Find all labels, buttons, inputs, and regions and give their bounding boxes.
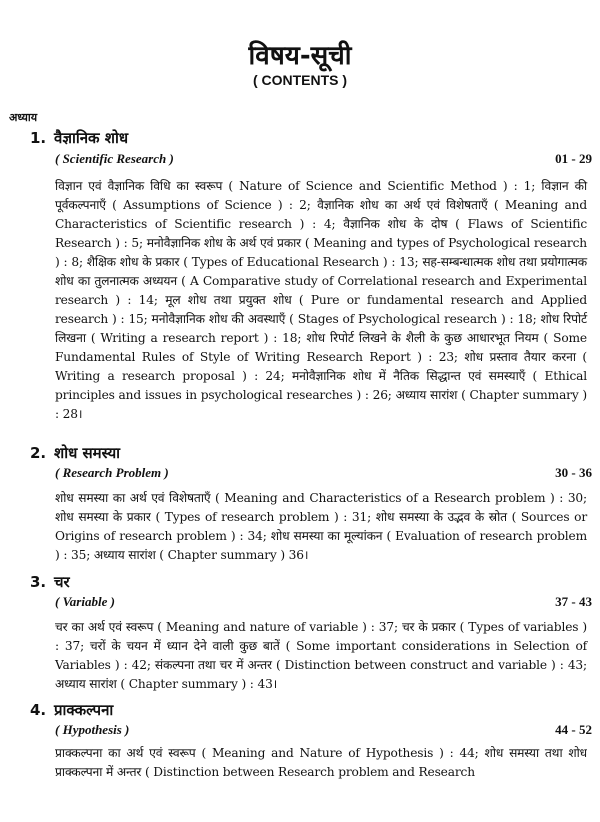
chapter-title-english: ( Scientific Research )	[55, 151, 174, 166]
page-subtitle: ( CONTENTS )	[252, 72, 348, 88]
chapter-page-range: 01 - 29	[555, 151, 592, 166]
chapter-number: 4.	[30, 701, 47, 719]
chapter-title-hindi: वैज्ञानिक शोध	[54, 129, 129, 147]
chapter-heading	[30, 128, 128, 148]
page-title: विषय-सूची	[248, 41, 352, 71]
chapter-title-hindi: चर	[54, 573, 70, 591]
chapter-page-range: 44 - 52	[555, 722, 592, 737]
chapter-title-english: ( Research Problem )	[55, 465, 169, 480]
chapter-heading	[30, 443, 120, 463]
chapter-title-hindi: शोध समस्या	[54, 444, 121, 462]
chapter-topics: चर का अर्थ एवं स्वरूप ( Meaning and nature of variable ) : 37; चर के प्रकार ( Types of variables ) : 37; चरों के चयन में ध्यान देने वाली कुछ बातें ( Some important considerations in Selection of Variables ) : 42; संकल्पना तथा चर में अन्तर ( Distinction between construct and variable ) : 43; अध्याय सारांश ( Chapter summary ) : 43।	[55, 620, 587, 691]
chapter-title-english: ( Variable )	[55, 594, 115, 609]
chapter-page-range: 30 - 36	[555, 465, 592, 480]
chapter-number: 2.	[30, 444, 47, 462]
chapter-number: 3.	[30, 573, 47, 591]
chapter-heading	[30, 572, 70, 592]
chapter-heading	[30, 700, 113, 720]
chapter-topics: विज्ञान एवं वैज्ञानिक विधि का स्वरूप ( Nature of Science and Scientific Method ) : 1; विज्ञान की पूर्वकल्पनाएँ ( Assumptions of Science ) : 2; वैज्ञानिक शोध का अर्थ एवं विशेषताएँ ( Meaning and Characteristics of Scientific research ) : 4; वैज्ञानिक शोध के दोष ( Flaws of Scientific Research ) : 5; मनोवैज्ञानिक शोध के अर्थ एवं प्रकार ( Meaning and types of Psychological research ) : 8; शैक्षिक शोध के प्रकार ( Types of Educational Research ) : 13; सह-सम्बन्धात्मक शोध तथा प्रयोगात्मक शोध का तुलनात्मक अध्ययन ( A Comparative study of Correlational research and Experimental research ) : 14; मूल शोध तथा प्रयुक्त शोध ( Pure or fundamental research and Applied research ) : 15; मनोवैज्ञानिक शोध की अवस्थाएँ ( Stages of Psychological research ) : 18; शोध रिपोर्ट लिखना ( Writing a research report ) : 18; शोध रिपोर्ट लिखने के शैली के कुछ आधारभूत नियम ( Some Fundamental Rules of Style of Writing Research Report ) : 23; शोध प्रस्ताव तैयार करना ( Writing a research proposal ) : 24; मनोवैज्ञानिक शोध में नैतिक सिद्धान्त एवं समस्याएँ ( Ethical principles and issues in psychological researches ) : 26; अध्याय सारांश ( Chapter summary ) : 28।	[55, 179, 587, 421]
chapter-topics: प्राक्कल्पना का अर्थ एवं स्वरूप ( Meaning and Nature of Hypothesis ) : 44; शोध समस्या तथा शोध प्राक्कल्पना में अन्तर ( Distinction between Research problem and Research	[55, 746, 587, 779]
section-label: अध्याय	[9, 111, 38, 124]
chapter-page-range: 37 - 43	[555, 594, 592, 609]
chapter-number: 1.	[30, 129, 47, 147]
chapter-topics: शोध समस्या का अर्थ एवं विशेषताएँ ( Meaning and Characteristics of a Research problem ) : 30; शोध समस्या के प्रकार ( Types of research problem ) : 31; शोध समस्या के उद्भव के स्रोत ( Sources or Origins of research problem ) : 34; शोध समस्या का मूल्यांकन ( Evaluation of research problem ) : 35; अध्याय सारांश ( Chapter summary ) 36।	[55, 491, 587, 562]
chapter-title-english: ( Hypothesis )	[55, 722, 130, 737]
chapter-title-hindi: प्राक्कल्पना	[54, 701, 114, 719]
